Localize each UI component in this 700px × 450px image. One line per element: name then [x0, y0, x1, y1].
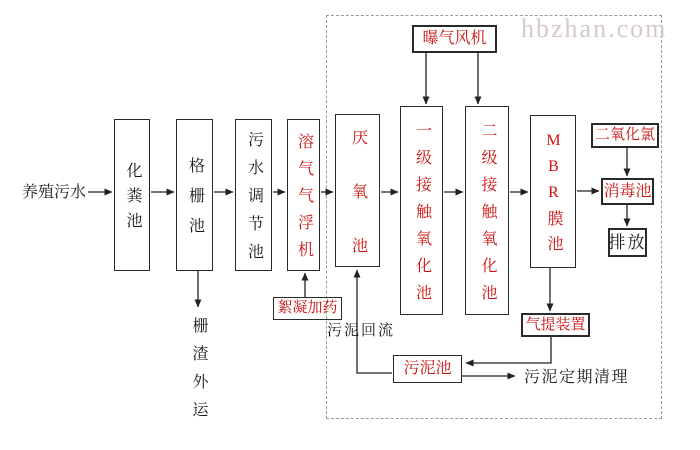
label-influent-source: 养殖污水	[22, 184, 87, 201]
box-regulation-tank	[235, 119, 272, 271]
primary-contact-oxidation-label: 一级接触氧化池	[413, 121, 431, 311]
watermark-text: hbzhan.com	[521, 14, 668, 43]
box-disinfection-tank	[601, 178, 654, 205]
chlorine-dioxide-label: 二氧化氯	[594, 127, 655, 143]
label-sludge-return: 污泥回流	[327, 323, 396, 339]
label-sludge-periodic-cleanup: 污泥定期清理	[524, 369, 630, 386]
box-grid-screen-tank	[176, 119, 213, 271]
dissolved-air-flotation-label: 溶气气浮机	[295, 133, 313, 268]
label-screen-residue-removal: 栅渣外运	[190, 317, 207, 429]
box-secondary-contact-oxidation-tank	[465, 106, 509, 315]
box-chlorine-dioxide	[591, 123, 659, 148]
box-air-lift-device	[521, 313, 590, 337]
disinfection-tank-label: 消毒池	[603, 182, 652, 200]
septic-tank-label: 化粪池	[124, 162, 141, 237]
aeration-fan-label: 曝气风机	[422, 30, 487, 47]
mbr-membrane-tank-label: MBR膜池	[545, 132, 562, 260]
box-septic-tank	[114, 119, 150, 271]
box-discharge	[608, 228, 647, 257]
box-anaerobic-tank	[335, 114, 380, 291]
grid-screen-tank-label: 格栅池	[186, 157, 204, 247]
secondary-contact-oxidation-label: 二级接触氧化池	[479, 121, 496, 311]
flocculant-dosing-label: 絮凝加药	[277, 300, 338, 316]
box-mbr-membrane-tank	[530, 115, 576, 268]
arrow-airlift-to-sludge	[466, 337, 551, 363]
box-flocculant-dosing	[273, 297, 342, 320]
box-aeration-fan	[412, 25, 497, 53]
discharge-label: 排放	[608, 233, 647, 252]
anaerobic-tank-label: 厌氧池	[349, 128, 367, 291]
air-lift-device-label: 气提装置	[525, 316, 586, 333]
sludge-tank-label: 污泥池	[403, 360, 452, 377]
box-dissolved-air-flotation	[287, 119, 320, 271]
regulation-tank-label: 污水调节池	[245, 131, 263, 271]
box-sludge-tank	[393, 355, 462, 383]
box-primary-contact-oxidation-tank	[400, 106, 443, 315]
